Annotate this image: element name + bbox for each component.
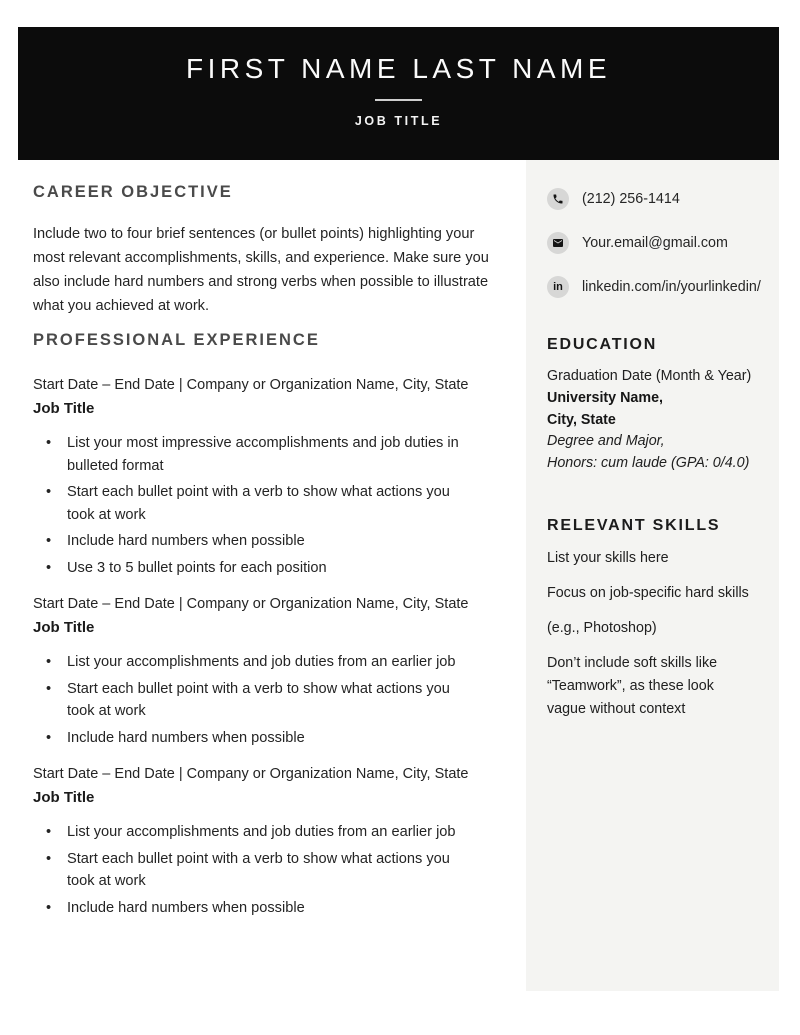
skills-heading: RELEVANT SKILLS (547, 516, 721, 534)
bullet-item: • Start each bullet point with a verb to show what actions you took at work (33, 481, 493, 526)
linkedin-url: linkedin.com/in/yourlinkedin/ (582, 279, 761, 295)
education-heading: EDUCATION (547, 336, 658, 353)
job-dateline: Start Date – End Date | Company or Organization Name, City, State (33, 766, 469, 782)
skills-item: List your skills here (547, 549, 669, 566)
job-dateline: Start Date – End Date | Company or Organization Name, City, State (33, 377, 469, 393)
bullet-item: • List your accomplishments and job duties from an earlier job (33, 821, 493, 844)
contact-row-phone (547, 188, 775, 210)
career-objective-body: Include two to four brief sentences (or bullet points) highlighting your most relevant accomplishments, skills, and experience. Make sure you also include hard numbers and strong verbs when possible to illustrate what you achieved at work. (33, 226, 489, 314)
job-entry (33, 593, 493, 749)
bullet-item: • Include hard numbers when possible (33, 530, 493, 553)
university-name: University Name, (547, 389, 664, 406)
bullet-item: • Include hard numbers when possible (33, 727, 493, 750)
job-bullets (33, 821, 493, 919)
professional-experience-heading: PROFESSIONAL EXPERIENCE (33, 331, 320, 349)
job-title: Job Title (33, 789, 95, 806)
university-city-state: City, State (547, 411, 616, 428)
job-entry (33, 374, 493, 579)
bullet-item: • Use 3 to 5 bullet points for each position (33, 557, 493, 580)
bullet-item: • Start each bullet point with a verb to show what actions you took at work (33, 848, 493, 893)
job-title: Job Title (33, 400, 95, 417)
resume-header (18, 27, 779, 160)
header-divider (375, 99, 422, 101)
phone-number: (212) 256-1414 (582, 191, 680, 207)
contact-list (547, 188, 775, 298)
degree-major: Degree and Major, (547, 433, 665, 450)
sidebar (526, 160, 779, 991)
bullet-item: • Include hard numbers when possible (33, 897, 493, 920)
job-dateline: Start Date – End Date | Company or Organization Name, City, State (33, 596, 469, 612)
education-section (547, 335, 775, 475)
career-objective-heading: CAREER OBJECTIVE (33, 183, 233, 201)
header-job-title: JOB TITLE (354, 114, 443, 128)
bullet-item: • Start each bullet point with a verb to show what actions you took at work (33, 678, 493, 723)
job-bullets (33, 651, 493, 749)
job-title: Job Title (33, 619, 95, 636)
education-details (547, 366, 775, 475)
contact-row-email (547, 232, 775, 254)
bullet-item: • List your accomplishments and job duties from an earlier job (33, 651, 493, 674)
job-entry (33, 763, 493, 919)
skills-item: Focus on job-specific hard skills (547, 584, 749, 601)
job-bullets (33, 432, 493, 579)
contact-row-linkedin (547, 276, 775, 298)
honors-gpa: Honors: cum laude (GPA: 0/4.0) (547, 455, 750, 472)
graduation-date: Graduation Date (Month & Year) (547, 368, 752, 384)
bullet-item: • List your most impressive accomplishments and job duties in bulleted format (33, 432, 493, 477)
phone-icon (547, 188, 569, 210)
email-icon (547, 232, 569, 254)
skills-item: (e.g., Photoshop) (547, 619, 657, 636)
linkedin-icon: in (547, 276, 569, 298)
name-heading: FIRST NAME LAST NAME (185, 53, 612, 84)
skills-item: Don’t include soft skills like “Teamwork”, as these look vague without context (547, 654, 718, 717)
email-address: Your.email@gmail.com (582, 235, 728, 251)
main-column (33, 160, 493, 923)
skills-section (547, 516, 775, 721)
